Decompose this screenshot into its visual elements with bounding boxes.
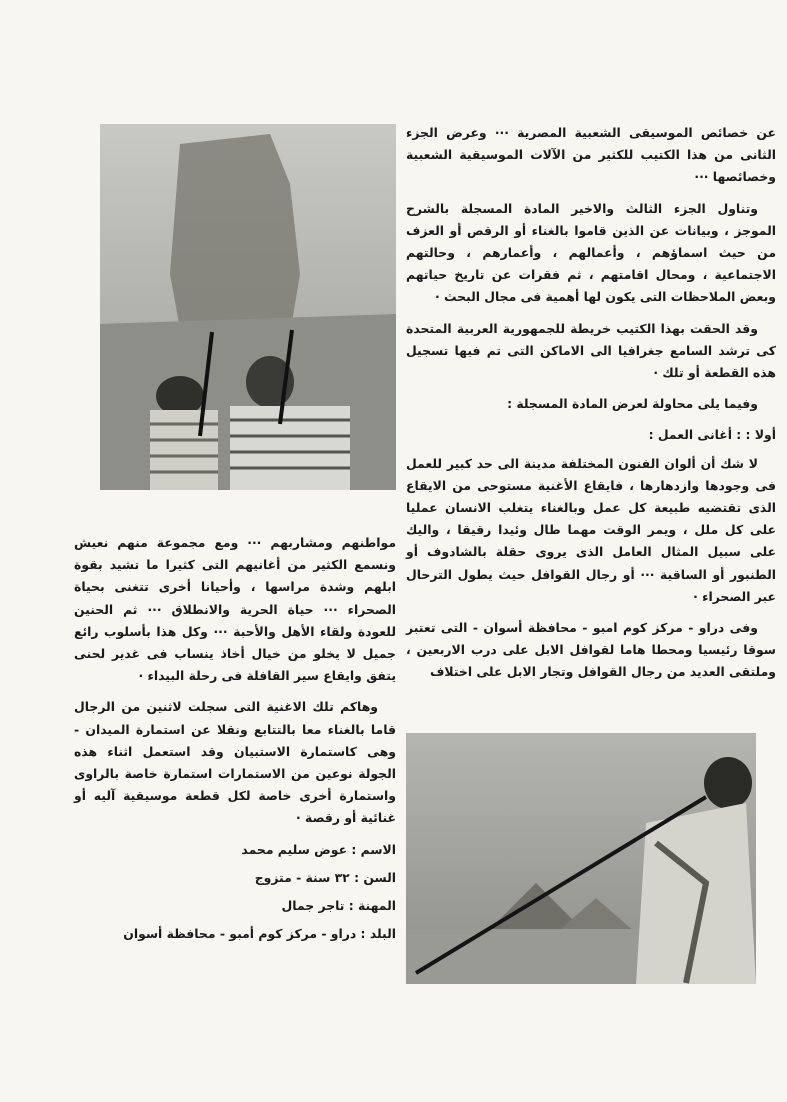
paragraph: لا شك أن ألوان الفنون المختلفة مدينة الى حد كبير للعمل فى وجودها وازدهارها ، فايقاع الأغنية مستوحى من الايقاع الذى تقتضيه طبيعة كل عمل وبالغناء يتغلب الانسان عمليا على كل ملل ، ويمر الوقت مهما طال وئيدا رقيقا ، واليك على سبيل المثال العامل الذى يروى حقلة بالشادوف أو الطنبور أو الساقية ··· أو رجال القوافل حيث يطول الترحال عبر الصحراء · [406, 455, 776, 604]
flute-player-photo [406, 733, 756, 984]
paragraph: عن خصائص الموسيقى الشعبية المصرية ··· وعرض الجزء الثانى من هذا الكتيب للكثير من الآلات الموسيقية الشعبية وخصائصها ··· [406, 125, 776, 185]
section-heading: أولا : : أغانى العمل : [648, 427, 776, 443]
paragraph: وتناول الجزء الثالث والاخير المادة المسجلة بالشرح الموجز ، وبيانات عن الذين قاموا بالغناء أو الرقص أو العزف من حيث اسماؤهم ، وأعمالهم ، وأعمارهم ، وحالتهم الاجتماعية ، ومحال اقامتهم ، ثم فقرات عن تاريخ حياتهم وبعض الملاحظات التى يكون لها أهمية فى مجال البحث · [406, 200, 776, 305]
performer-info [74, 839, 396, 946]
performer-town: البلد : دراو - مركز كوم أمبو - محافظة أسوان [123, 926, 396, 942]
performer-name: الاسم : عوض سليم محمد [241, 841, 396, 857]
two-musicians-photo [100, 124, 396, 490]
left-text-column [74, 532, 396, 951]
right-text-column [406, 122, 776, 693]
performer-age: السن : ٣٢ سنة - متزوج [254, 869, 396, 885]
paragraph: مواطنهم ومشاربهم ··· ومع مجموعة منهم نعيش ونسمع الكثير من أغانيهم التى كثيرا ما تشيد بقوة ابلهم وشدة مراسها ، وأحيانا أخرى تتغنى بحياة الصحراء ··· حياة الحرية والانطلاق ··· ثم الحنين للعودة ولقاء الأهل والأحبة ··· وكل هذا بأسلوب رائع جميل لا يخلو من خيال أخاذ ينساب فى غدير لحنى يتفق وايقاع سير القافلة فى رحلة البيداء · [74, 535, 396, 684]
paragraph: وهاكم تلك الاغنية التى سجلت لاثنين من الرجال قاما بالغناء معا بالتتابع ونقلا عن استمارة الميدان - وهى كاستمارة الاستبيان وقد استعمل اثناء هذه الجولة نوعين من الاستمارات استمارة خاصة بالراوى واستمارة أخرى خاصة لكل قطعة موسيقية آليه أو غنائية أو رقصة · [74, 699, 396, 826]
paragraph: وقد الحقت بهذا الكتيب خريطة للجمهورية العربية المتحدة كى ترشد السامع جغرافيا الى الاماكن التى تم فيها تسجيل هذه القطعة أو تلك · [406, 320, 776, 381]
performer-job: المهنة : تاجر جمال [281, 898, 396, 914]
paragraph: وفى دراو - مركز كوم امبو - محافظة أسوان - التى تعتبر سوقا رئيسيا ومحطا هاما لقوافل الابل على درب الاربعين ، وملتقى العديد من رجال القوافل وتجار الابل على اختلاف [406, 620, 776, 680]
paragraph: وفيما يلى محاولة لعرض المادة المسجلة : [507, 396, 758, 412]
